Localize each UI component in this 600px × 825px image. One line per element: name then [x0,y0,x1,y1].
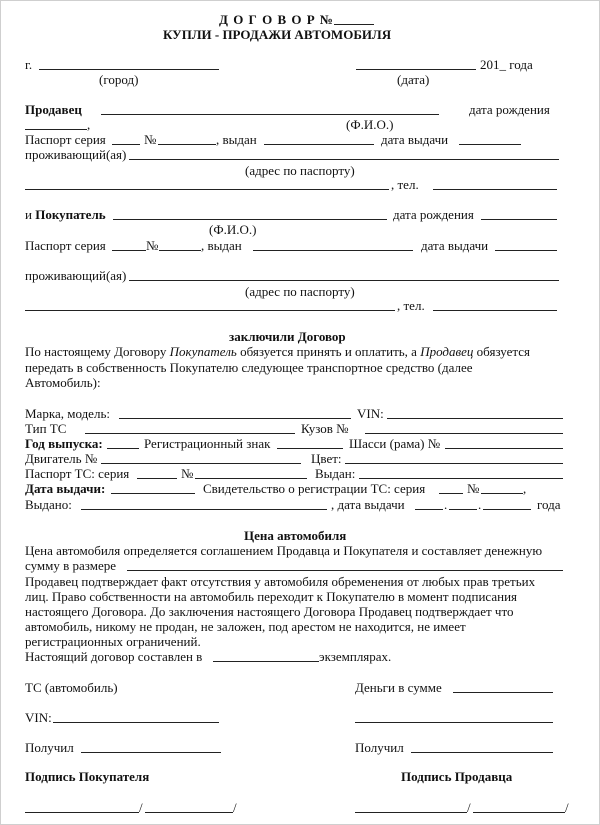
year-text: 201_ года [480,57,533,72]
vin-field[interactable] [387,418,563,419]
body-field[interactable] [365,433,563,434]
buyer-passport-series-label: Паспорт серия [25,238,106,253]
received-left-label: Получил [25,740,74,755]
buyer-phone-field[interactable] [433,310,557,311]
pts-no-label: № [181,466,194,481]
pts-issued-field[interactable] [359,478,563,479]
seller-issued-field[interactable] [264,144,374,145]
seller-birth-field[interactable] [25,129,87,130]
seller-signature-field[interactable] [355,812,467,813]
issued-date-label: , дата выдачи [331,497,405,512]
issue-date-field[interactable] [111,493,195,494]
make-model-label: Марка, модель: [25,406,110,421]
city-label: (город) [99,72,139,87]
make-model-field[interactable] [119,418,351,419]
seller-sig-slash-1: / [467,800,471,815]
date-dot: . [444,497,448,512]
buyer-address-label: (адрес по паспорту) [245,284,355,299]
reg-sign-label: Регистрационный знак [144,436,271,451]
pts-series-label: Паспорт ТС: серия [25,466,130,481]
seller-address-field-2[interactable] [25,189,389,190]
copies-label: Настоящий договор составлен в [25,649,203,664]
buyer-birth-label: дата рождения [393,207,474,222]
buyer-and: и Покупатель [25,207,106,222]
money-field-2[interactable] [355,722,553,723]
seller-signature-label: Подпись Продавца [401,769,513,784]
issued-month-field[interactable] [449,509,477,510]
transfer-vin-field[interactable] [53,722,219,723]
agreement-heading: заключили Договор [229,329,346,344]
year-word: года [537,497,561,512]
seller-sig-slash-2: / [565,800,569,815]
received-left-field[interactable] [81,752,221,753]
seller-address-field[interactable] [129,159,559,160]
color-field[interactable] [345,463,563,464]
seller-passport-series-label: Паспорт серия [25,132,106,147]
price-amount-field[interactable] [127,570,563,571]
issued-year-field[interactable] [483,509,531,510]
city-field[interactable] [39,69,219,70]
price-line-1: Цена автомобиля определяется соглашением Продавца и Покупателя и составляет денежную [25,543,543,558]
price-line-4: лиц. Право собственности на автомобиль переходит к Покупателю в момент подписания [25,589,518,604]
received-right-label: Получил [355,740,404,755]
seller-fio-field[interactable] [101,114,439,115]
engine-label: Двигатель № [25,451,98,466]
received-right-field[interactable] [411,752,553,753]
buyer-sig-slash-2: / [233,800,237,815]
vehicle-transfer-label: ТС (автомобиль) [25,680,118,695]
buyer-phone-label: , тел. [397,298,425,313]
seller-issue-date-field[interactable] [459,144,521,145]
pts-issued-label: Выдан: [315,466,356,481]
copies-field[interactable] [213,661,319,662]
buyer-issued-label: , выдан [201,238,242,253]
buyer-issue-date-label: дата выдачи [421,238,489,253]
seller-address-label: (адрес по паспорту) [245,163,355,178]
type-field[interactable] [85,433,295,434]
buyer-label: Покупатель [35,207,106,222]
seller-issue-date-label: дата выдачи [381,132,449,147]
buyer-address-field-2[interactable] [25,310,395,311]
pts-series-field[interactable] [137,478,177,479]
date-label: (дата) [397,72,430,87]
pts-no-field[interactable] [195,478,307,479]
reg-sign-field[interactable] [277,448,343,449]
buyer-passport-no-field[interactable] [159,250,201,251]
price-line-7: регистрационных ограничений. [25,634,201,649]
buyer-birth-field[interactable] [481,219,557,220]
money-label: Деньги в сумме [355,680,442,695]
buyer-name-field[interactable] [145,812,233,813]
type-label: Тип ТС [25,421,67,436]
agreement-line-3: Автомобиль): [25,375,101,390]
seller-phone-field[interactable] [433,189,557,190]
cert-no-field[interactable] [481,493,523,494]
agreement-line-2: передать в собственность Покупателю следующее транспортное средство (далее [25,360,473,375]
issued-day-field[interactable] [415,509,443,510]
chassis-field[interactable] [445,448,563,449]
seller-passport-no-field[interactable] [158,144,216,145]
money-field[interactable] [453,692,553,693]
buyer-residing-label: проживающий(ая) [25,268,127,283]
seller-fio-label: (Ф.И.О.) [346,117,394,132]
seller-passport-no-label: № [144,132,157,147]
buyer-fio-field[interactable] [113,219,387,220]
copies-suffix: экземплярах. [319,649,392,664]
buyer-passport-series-field[interactable] [112,250,146,251]
price-heading: Цена автомобиля [244,528,347,543]
price-line-6: автомобиль, никому не продан, не заложен, под арестом не находится, не имеет [25,619,466,634]
contract-title: Д О Г О В О Р № [219,12,334,27]
cert-series-field[interactable] [439,493,463,494]
issue-date-label: Дата выдачи: [25,481,106,496]
agreement-line-1: По настоящему Договору Покупатель обязуется принять и оплатить, а Продавец обязуется [25,344,530,359]
issued-label: Выдано: [25,497,72,512]
seller-residing-label: проживающий(ая) [25,147,127,162]
buyer-fio-label: (Ф.И.О.) [209,222,257,237]
issued-field[interactable] [81,509,327,510]
price-line-3: Продавец подтверждает факт отсутствия у автомобиля обременения от любых прав третьих [25,574,536,589]
seller-label: Продавец [25,102,82,117]
buyer-issued-field[interactable] [253,250,413,251]
date-field[interactable] [356,69,476,70]
seller-passport-series-field[interactable] [112,144,140,145]
color-label: Цвет: [311,451,342,466]
year-label: Год выпуска: [25,436,103,451]
cert-comma: , [523,481,527,496]
buyer-issue-date-field[interactable] [495,250,557,251]
contract-subtitle: КУПЛИ - ПРОДАЖИ АВТОМОБИЛЯ [163,27,392,42]
year-field[interactable] [107,448,139,449]
chassis-label: Шасси (рама) № [349,436,441,451]
transfer-vin-label: VIN: [25,710,52,725]
seller-birth-label: дата рождения [469,102,550,117]
cert-no-label: № [467,481,480,496]
buyer-signature-field[interactable] [25,812,139,813]
body-label: Кузов № [301,421,349,436]
city-prefix: г. [25,57,33,72]
buyer-sig-slash-1: / [139,800,143,815]
buyer-address-field[interactable] [129,280,559,281]
price-line-2: сумму в размере [25,558,117,573]
seller-comma: , [87,117,91,132]
buyer-passport-no-label: № [146,238,159,253]
seller-name-field[interactable] [473,812,565,813]
date-dot-2: . [478,497,482,512]
price-line-5: настоящего Договора. До заключения настоящего Договора Продавец подтверждает что [25,604,514,619]
contract-number-field[interactable] [334,24,374,25]
engine-field[interactable] [101,463,301,464]
seller-issued-label: , выдан [216,132,257,147]
seller-phone-label: , тел. [391,177,419,192]
buyer-signature-label: Подпись Покупателя [25,769,150,784]
vin-label: VIN: [357,406,384,421]
cert-label: Свидетельство о регистрации ТС: серия [203,481,426,496]
